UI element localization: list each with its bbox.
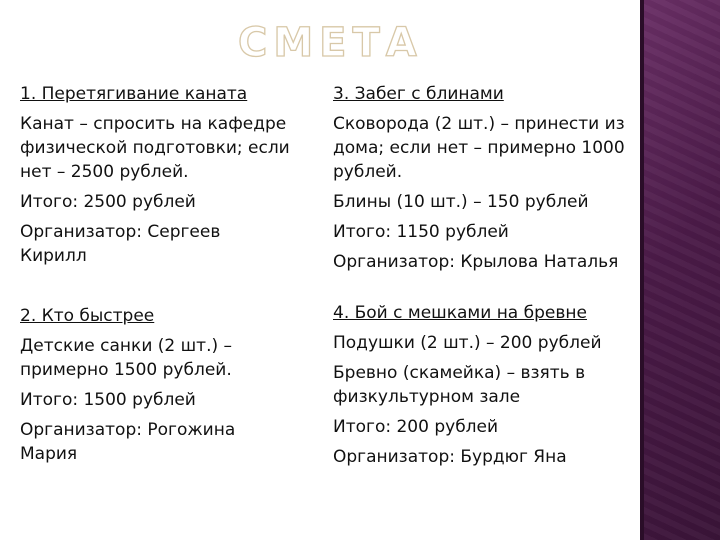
section-item: Канат – спросить на кафедре физической подготовки; если нет – 2500 рублей. xyxy=(20,114,290,182)
left-column xyxy=(20,82,290,472)
section-organizer: Организатор: Бурдюг Яна xyxy=(333,447,567,467)
section-item-2: Блины (10 шт.) – 150 рублей xyxy=(333,192,589,212)
section-tug-of-war xyxy=(20,82,290,268)
section-pancake-race xyxy=(333,82,633,274)
section-heading: 3. Забег с блинами xyxy=(333,84,504,104)
section-item: Детские санки (2 шт.) – примерно 1500 рублей. xyxy=(20,336,233,380)
section-item: Подушки (2 шт.) – 200 рублей xyxy=(333,333,602,353)
section-who-is-faster xyxy=(20,304,290,466)
section-total: Итого: 1150 рублей xyxy=(333,222,509,242)
section-organizer: Организатор: Сергеев Кирилл xyxy=(20,222,221,266)
decorative-sidebar xyxy=(640,0,720,540)
section-item: Сковорода (2 шт.) – принести из дома; если нет – примерно 1000 рублей. xyxy=(333,114,625,182)
section-heading: 1. Перетягивание каната xyxy=(20,84,248,104)
section-pillow-fight xyxy=(333,301,633,469)
section-total: Итого: 1500 рублей xyxy=(20,390,196,410)
section-item-2: Бревно (скамейка) – взять в физкультурном зале xyxy=(333,363,586,407)
section-organizer: Организатор: Рогожина Мария xyxy=(20,420,236,464)
section-total: Итого: 200 рублей xyxy=(333,417,499,437)
section-heading: 2. Кто быстрее xyxy=(20,306,155,326)
section-total: Итого: 2500 рублей xyxy=(20,192,196,212)
section-organizer: Организатор: Крылова Наталья xyxy=(333,252,619,272)
page-title: СМЕТА xyxy=(238,20,423,66)
section-heading: 4. Бой с мешками на бревне xyxy=(333,303,587,323)
right-column xyxy=(333,82,633,475)
